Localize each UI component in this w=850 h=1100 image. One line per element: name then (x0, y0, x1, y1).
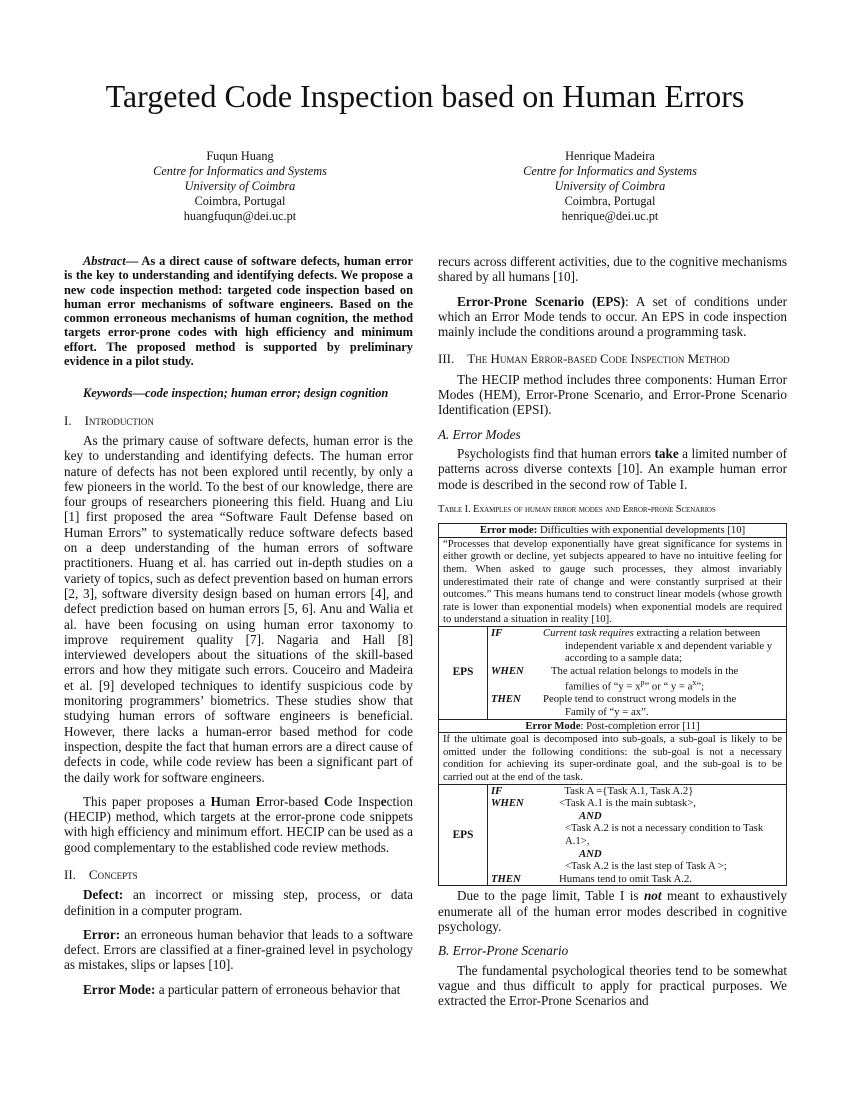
author-dept: Centre for Informatics and Systems (153, 164, 327, 178)
author-block-1 (100, 149, 380, 224)
error-mode-description-2: If the ultimate goal is decomposed into sub-goals, a sub-goal is likely to be omitted under the following conditions: the sub-goal is not a necessary condition for achieving its super-ordinate goal, and the sub-goal is to be carried out at the end of the task. (439, 733, 787, 784)
intro-paragraph-1: As the primary cause of software defects, human error is the key to understanding and identifying defects. The human error nature of defects has not been explored until recently, by only a few pioneers in the world. To the best of our knowledge, there are four groups of researchers pioneering this field. Huang and Liu [1] first proposed the area “Software Fault Defense based on Human Errors” to systematically reduce software defects based on a deep understanding of the human errors of software practitioners. Huang et al. has carried out in-depth studies on a variety of topics, such as defect prevention based on human errors [2, 3], software diversity design based on human errors [4], and defect prediction based on human errors [5, 6]. Anu and Walia et al. have been focusing on using human error taxonomy to improve requirement quality [7]. Nagaria and Hall [8] interviewed developers about the situations of the skill-based errors and how they mitigate such errors. Couceiro and Madeira et al. [9] developed techniques to identify suspicious code by monitoring programmers’ biometrics. These studies show that studying human errors of software engineers is beneficial. However, there lacks a human-error based method for code inspection, despite the fact that human errors are a direct cause of defects in code, while code review has been a significant part of the daily work for software engineers. (64, 432, 413, 785)
left-column (64, 254, 413, 997)
table-row (439, 626, 787, 719)
after-table-paragraph: Due to the page limit, Table I is not meant to exhaustively enumerate all of the human error modes described in cognitive psychology. (438, 888, 787, 934)
table-row (439, 537, 787, 626)
error-mode-header-1: Error mode: Difficulties with exponential developments [10] (439, 524, 787, 538)
section-heading-method (438, 351, 787, 366)
eps-label-1: EPS (439, 626, 488, 719)
section-heading-introduction (64, 413, 413, 428)
section-number: II. (64, 866, 76, 882)
method-paragraph-1: The HECIP method includes three components: Human Error Modes (HEM), Error-Prone Scenario, and Error-Prone Scenario Identification (EPSI). (438, 371, 787, 418)
table-row (439, 524, 787, 538)
abstract-text: — As a direct cause of software defects, human error is the key to understanding and identifying defects. We propose a new code inspection method: targeted code inspection based on human error mechanisms of software engineers. Based on the common erroneous mechanisms of human cognition, the method targets error-prone codes with high efficiency and minimum effort. The proposed method is supported by preliminary evidence in a pilot study. (64, 254, 413, 369)
subsection-heading-error-prone-scenario: B. Error-Prone Scenario (438, 943, 569, 959)
definition-error: Error: an erroneous human behavior that leads to a software defect. Errors are classified at a finer-grained level in psychology as mistakes, slips or lapses [10]. (64, 926, 413, 973)
section-number: III. (438, 351, 455, 367)
table-row (439, 784, 787, 886)
author-email: henrique@dei.uc.pt (561, 209, 659, 223)
eps-rules-1: IF Current task requires extracting a relation between independent variable x and dependent variable y according to a sample data; WHEN The actual relation belongs to models in the families of “$y = x^p$” or “ $y = a^x$”; THEN People tend to construct wrong models in the Family of “y = ax”. (488, 626, 787, 719)
table-caption: Table I. Examples of human error modes and Error-prone Scenarios (438, 503, 716, 515)
intro-paragraph-2: This paper proposes a Human Error-based Code Inspection (HECIP) method, which targets at the error-prone code snippets with high efficiency and minimum effort. HECIP can be used as a good complementary to the established code review methods. (64, 793, 413, 855)
paper-title: Targeted Code Inspection based on Human Errors (105, 78, 745, 114)
error-prone-scenario-paragraph: The fundamental psychological theories tend to be somewhat vague and thus difficult to apply for practical purposes. We extracted the Error-Prone Scenarios and (438, 962, 787, 1009)
abstract-label: Abstract (83, 254, 126, 268)
section-title: Concepts (88, 866, 138, 882)
definition-error-mode: Error Mode: a particular pattern of erroneous behavior that (83, 981, 401, 997)
section-title: The Human Error-based Code Inspection Method (467, 351, 730, 367)
author-name: Henrique Madeira (565, 149, 655, 163)
author-email: huangfuqun@dei.uc.pt (183, 209, 297, 223)
right-column (438, 254, 787, 1008)
definition-error-mode-continued: recurs across different activities, due to the cognitive mechanisms shared by all humans [10]. (438, 254, 787, 285)
author-univ: University of Coimbra (184, 179, 296, 193)
author-dept: Centre for Informatics and Systems (523, 164, 697, 178)
error-modes-table (438, 523, 787, 886)
table-row (439, 719, 787, 733)
definition-defect: Defect: an incorrect or missing step, process, or data definition in a computer program. (64, 887, 413, 918)
definition-eps: Error-Prone Scenario (EPS): A set of conditions under which an Error Mode tends to occur. An EPS in code inspection mainly include the conditions around a programming task. (438, 293, 787, 340)
eps-rules-2: IF Task A ={Task A.1, Task A.2} WHEN <Task A.1 is the main subtask>, AND <Task A.2 is not a necessary condition to Task A.1>, AND <Task A.2 is the last step of Task A >; THEN Humans tend to omit Task A.2. (488, 784, 787, 886)
error-mode-header-2: Error Mode: Post-completion error [11] (439, 719, 787, 733)
subsection-heading-error-modes: A. Error Modes (438, 426, 521, 442)
abstract (64, 254, 413, 368)
section-title: Introduction (84, 412, 154, 428)
section-heading-concepts (64, 867, 413, 882)
section-number: I. (64, 412, 72, 428)
author-block-2 (470, 149, 750, 224)
table-row (439, 733, 787, 784)
author-location: Coimbra, Portugal (564, 194, 656, 208)
error-modes-paragraph: Psychologists find that human errors take a limited number of patterns across diverse contexts [10]. An example human error mode is described in the second row of Table I. (438, 445, 787, 492)
keywords: Keywords—code inspection; human error; design cognition (83, 386, 389, 401)
error-mode-description-1: “Processes that develop exponentially have great significance for systems in either growth or decline, yet subjects appeared to have no intuitive feeling for them. When asked to gauge such processes, they almost invariably underestimated their rate of change and were constantly surprised at their outcomes.” This means humans tend to construct linear models (whose growth rate is lower than exponential models) when exponential models are required to understand a situation in reality [10]. (439, 537, 787, 626)
author-name: Fuqun Huang (206, 149, 274, 163)
author-univ: University of Coimbra (554, 179, 666, 193)
eps-label-2: EPS (439, 784, 488, 886)
author-location: Coimbra, Portugal (194, 194, 286, 208)
